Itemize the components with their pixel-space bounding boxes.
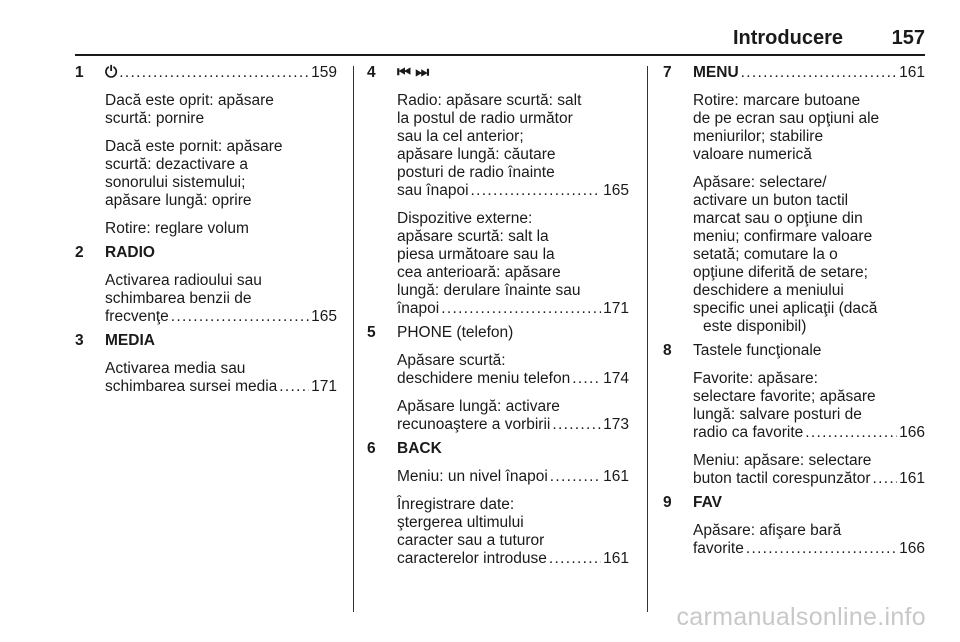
watermark: carmanualsonline.info [676,603,926,631]
text-line: apăsare lungă: căutare [397,146,556,163]
text-line: Activarea radioului sau [105,272,262,289]
text-line: setată; comutare la o [693,246,838,263]
text-line: valoare numerică [693,146,812,163]
text-line: Dispozitive externe: [397,210,533,227]
text-line: Dacă este pornit: apăsare [105,138,283,155]
text-line: opţiune diferită de setare; [693,264,868,281]
paragraph [105,138,337,210]
leader-dots [873,470,898,488]
leader-dots [741,64,897,82]
text-line: piesa următoare sau la [397,246,555,263]
page-ref: 171 [311,378,337,395]
paragraph [693,522,925,558]
page-header [75,24,925,56]
text-line-with-page-ref [397,468,629,486]
column-2 [367,64,629,574]
text-line: la postul de radio următor [397,110,573,127]
leader-dots [279,378,309,396]
text-line: Apăsare scurtă: [397,352,506,369]
paragraph [693,452,925,488]
page-number: 157 [891,27,925,49]
text-line: deschidere meniu telefon [397,370,571,387]
text-line-with-page-ref [105,378,337,396]
text-line: ştergerea ultimului [397,514,524,531]
text-line: Apăsare: selectare/ [693,174,827,191]
page-ref: 159 [311,64,337,81]
text-line: este disponibil) [703,318,807,335]
text-line: Dacă este oprit: apăsare [105,92,274,109]
text-line: buton tactil corespunzător [693,470,871,487]
text-line: meniu; confirmare valoare [693,228,873,245]
text-line-with-page-ref [693,540,925,558]
page-ref: 161 [899,64,925,81]
text-line: Activarea media sau [105,360,246,377]
item-heading: BACK [397,440,442,457]
item-number: 2 [75,244,84,261]
heading-text: MENU [693,64,739,81]
section-title: Introducere [732,27,843,49]
leader-dots [441,300,601,318]
page-ref: 171 [603,300,629,317]
text-line: deschidere a meniului [693,282,844,299]
text-line: lungă: derulare înainte sau [397,282,581,299]
item-3 [75,332,337,396]
paragraph [397,398,629,434]
text-line: favorite [693,540,744,557]
page-ref: 174 [603,370,629,387]
text-line-with-page-ref [693,424,925,442]
text-line-with-page-ref [397,300,629,318]
item-2 [75,244,337,326]
text-line: marcat sau o opţiune din [693,210,863,227]
text-line-with-page-ref [397,182,629,200]
paragraph [397,468,629,486]
column-divider [353,66,354,612]
paragraph [105,360,337,396]
text-line: Meniu: apăsare: selectare [693,452,872,469]
text-line: cea anterioară: apăsare [397,264,561,281]
text-line-with-page-ref [693,470,925,488]
item-heading: FAV [693,494,722,511]
leader-dots [552,416,601,434]
leader-dots [746,540,897,558]
text-line: frecvenţe [105,308,169,325]
text-line: lungă: salvare posturi de [693,406,862,423]
text-line: sau la cel anterior; [397,128,524,145]
item-9 [663,494,925,558]
text-line: schimbarea sursei media [105,378,278,395]
page-ref: 166 [899,424,925,441]
text-line: sonorului sistemului; [105,174,246,191]
text-line: caracter sau a tuturor [397,532,545,549]
text-line: caracterelor introduse [397,550,547,567]
text-line: Rotire: marcare butoane [693,92,861,109]
leader-dots [471,182,602,200]
text-line: înapoi [397,300,440,317]
item-number: 7 [663,64,672,81]
paragraph [397,352,629,388]
page-ref: 165 [311,308,337,325]
text-line-with-page-ref [105,308,337,326]
leader-dots [171,308,309,326]
item-number: 5 [367,324,376,341]
item-1 [75,64,337,238]
paragraph [397,92,629,200]
paragraph [693,370,925,442]
item-7 [663,64,925,336]
paragraph [105,92,337,128]
leader-dots [550,468,601,486]
item-5 [367,324,629,434]
leader-dots [805,424,897,442]
item-4 [367,64,629,318]
previous-next-track-icon: ⏮ ⏭ [397,64,430,81]
text-line-with-page-ref [397,370,629,388]
text-line: meniurilor; stabilire [693,128,824,145]
item-8 [663,342,925,488]
text-line: posturi de radio înainte [397,164,555,181]
leader-dots [549,550,601,568]
text-line: Rotire: reglare volum [105,220,249,237]
text-line-with-page-ref [397,416,629,434]
item-heading: PHONE (telefon) [397,324,514,341]
item-number: 4 [367,64,376,81]
item-number: 9 [663,494,672,511]
item-number: 1 [75,64,84,81]
text-line: de pe ecran sau opţiuni ale [693,110,880,127]
text-line-with-page-ref [397,550,629,568]
text-line: sau înapoi [397,182,469,199]
item-number: 8 [663,342,672,359]
item-heading: RADIO [105,244,155,261]
text-line: recunoaştere a vorbirii [397,416,551,433]
paragraph [105,272,337,326]
text-line: selectare favorite; apăsare [693,388,876,405]
column-divider [647,66,648,612]
item-heading [105,64,337,82]
paragraph [105,220,337,238]
text-line: specific unei aplicaţii (dacă [693,300,878,317]
text-line: Favorite: apăsare: [693,370,818,387]
paragraph [397,210,629,318]
text-line: Înregistrare date: [397,496,515,513]
text-line: scurtă: pornire [105,110,205,127]
page-ref: 165 [603,182,629,199]
text-line: Radio: apăsare scurtă: salt [397,92,582,109]
text-line: radio ca favorite [693,424,804,441]
text-line: apăsare lungă: oprire [105,192,252,209]
leader-dots [572,370,601,388]
item-number: 6 [367,440,376,457]
text-line: Apăsare: afişare bară [693,522,842,539]
page-ref: 173 [603,416,629,433]
page-ref: 166 [899,540,925,557]
column-3 [663,64,925,564]
leader-dots [119,64,309,82]
page-ref: 161 [899,470,925,487]
text-line: scurtă: dezactivare a [105,156,249,173]
column-1 [75,64,337,402]
text-line: Meniu: un nivel înapoi [397,468,548,485]
paragraph [693,92,925,164]
item-heading [693,64,925,82]
item-heading: MEDIA [105,332,155,349]
paragraph [693,174,925,336]
item-6 [367,440,629,568]
item-number: 3 [75,332,84,349]
paragraph [397,496,629,568]
page-ref: 161 [603,550,629,567]
text-line: Apăsare lungă: activare [397,398,560,415]
power-icon: ⏻ [105,64,118,81]
text-line: activare un buton tactil [693,192,849,209]
page-ref: 161 [603,468,629,485]
item-heading: Tastele funcţionale [693,342,822,359]
text-line: apăsare scurtă: salt la [397,228,549,245]
text-line: schimbarea benzii de [105,290,252,307]
